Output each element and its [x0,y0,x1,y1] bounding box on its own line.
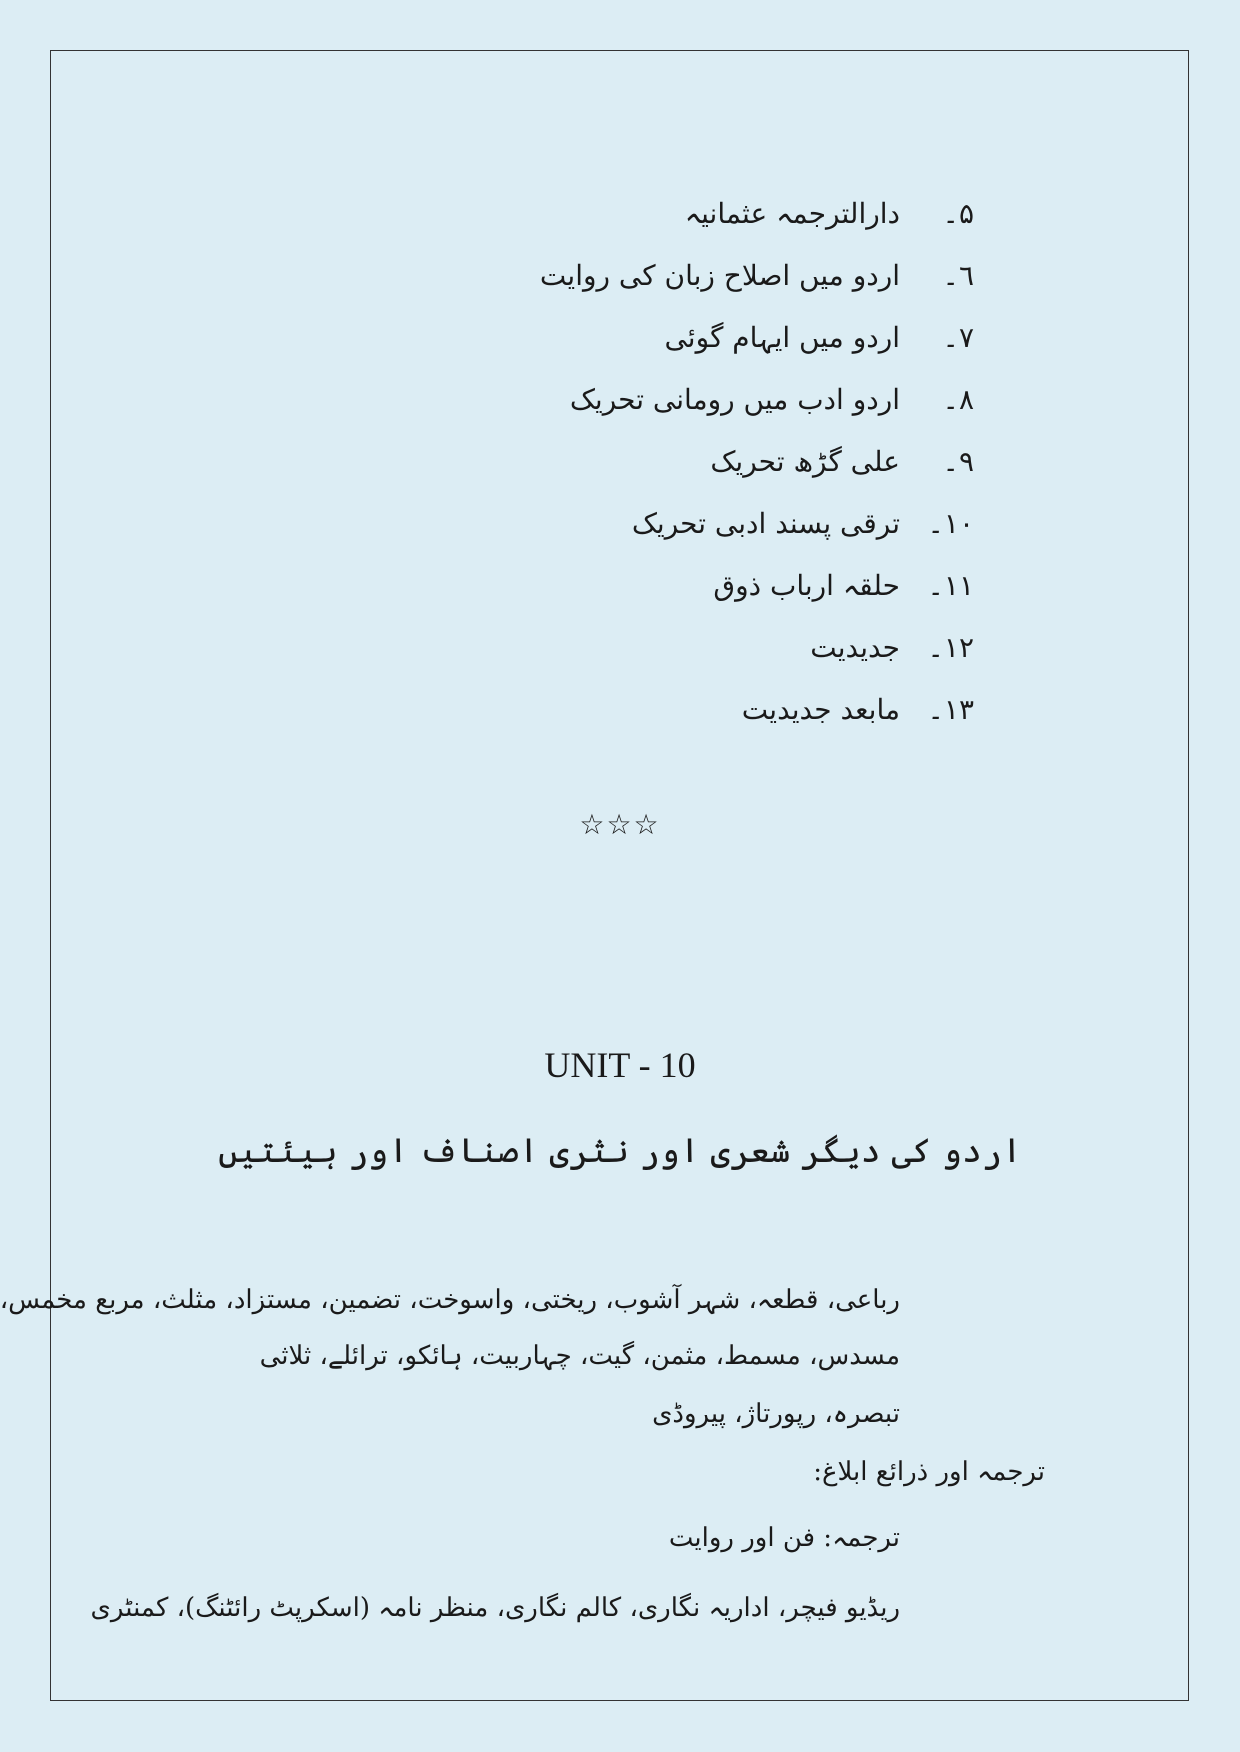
forms-line-3: تبصرہ، رپورتاژ، پیروڈی [652,1399,900,1429]
forms-line-2: مسدس، مسمط، مثمن، گیت، چہاربیت، ہائکو، ترائلے، ثلاثی [259,1341,900,1371]
toc-item [0,438,1240,486]
toc-item-title: اردو میں اصلاح زبان کی روایت [539,259,900,292]
translation-line: ترجمہ: فن اور روایت [668,1523,900,1553]
toc-item [0,686,1240,734]
toc-item-number: ۵۔ [942,197,974,230]
toc-item-number: ۱۱۔ [927,569,974,602]
toc-item [0,190,1240,238]
toc-item-title: مابعد جدیدیت [741,693,900,726]
toc-item-title: اردو میں ایہام گوئی [664,321,900,354]
star-separator: ☆☆☆ [579,808,661,841]
table-of-contents [0,0,1240,760]
toc-item-title: حلقہ ارباب ذوق [713,569,900,602]
toc-item-number: ۷۔ [942,321,974,354]
toc-item-title: جدیدیت [810,631,900,664]
forms-line-1: رباعی، قطعہ، شہر آشوب، ریختی، واسوخت، تضمین، مستزاد، مثلث، مربع مخمس، [0,1285,900,1315]
toc-item-title: ترقی پسند ادبی تحریک [631,507,900,540]
unit-subtitle: اردو کی دیگر شعری اور نثری اصناف اور ہیئتیں [218,1131,1022,1171]
unit-heading: UNIT - 10 [544,1045,696,1085]
toc-item-number: ۱۲۔ [927,631,974,664]
toc-item-title: علی گڑھ تحریک [710,445,900,478]
toc-item [0,562,1240,610]
toc-item [0,624,1240,672]
toc-item-number: ۹۔ [942,445,974,478]
toc-item-number: ۸۔ [942,383,974,416]
toc-item-number: ۱۳۔ [927,693,974,726]
toc-item-title: دارالترجمہ عثمانیہ [684,197,900,230]
toc-item-number: ۱۰۔ [927,507,974,540]
toc-item-title: اردو ادب میں رومانی تحریک [569,383,900,416]
section-heading: ترجمہ اور ذرائع ابلاغ: [813,1457,1045,1487]
toc-item [0,376,1240,424]
toc-item-number: ٦۔ [942,259,974,292]
toc-item [0,314,1240,362]
toc-item [0,252,1240,300]
toc-item [0,500,1240,548]
media-line: ریڈیو فیچر، اداریہ نگاری، کالم نگاری، منظر نامہ (اسکرپٹ رائٹنگ)، کمنٹری [90,1593,900,1623]
